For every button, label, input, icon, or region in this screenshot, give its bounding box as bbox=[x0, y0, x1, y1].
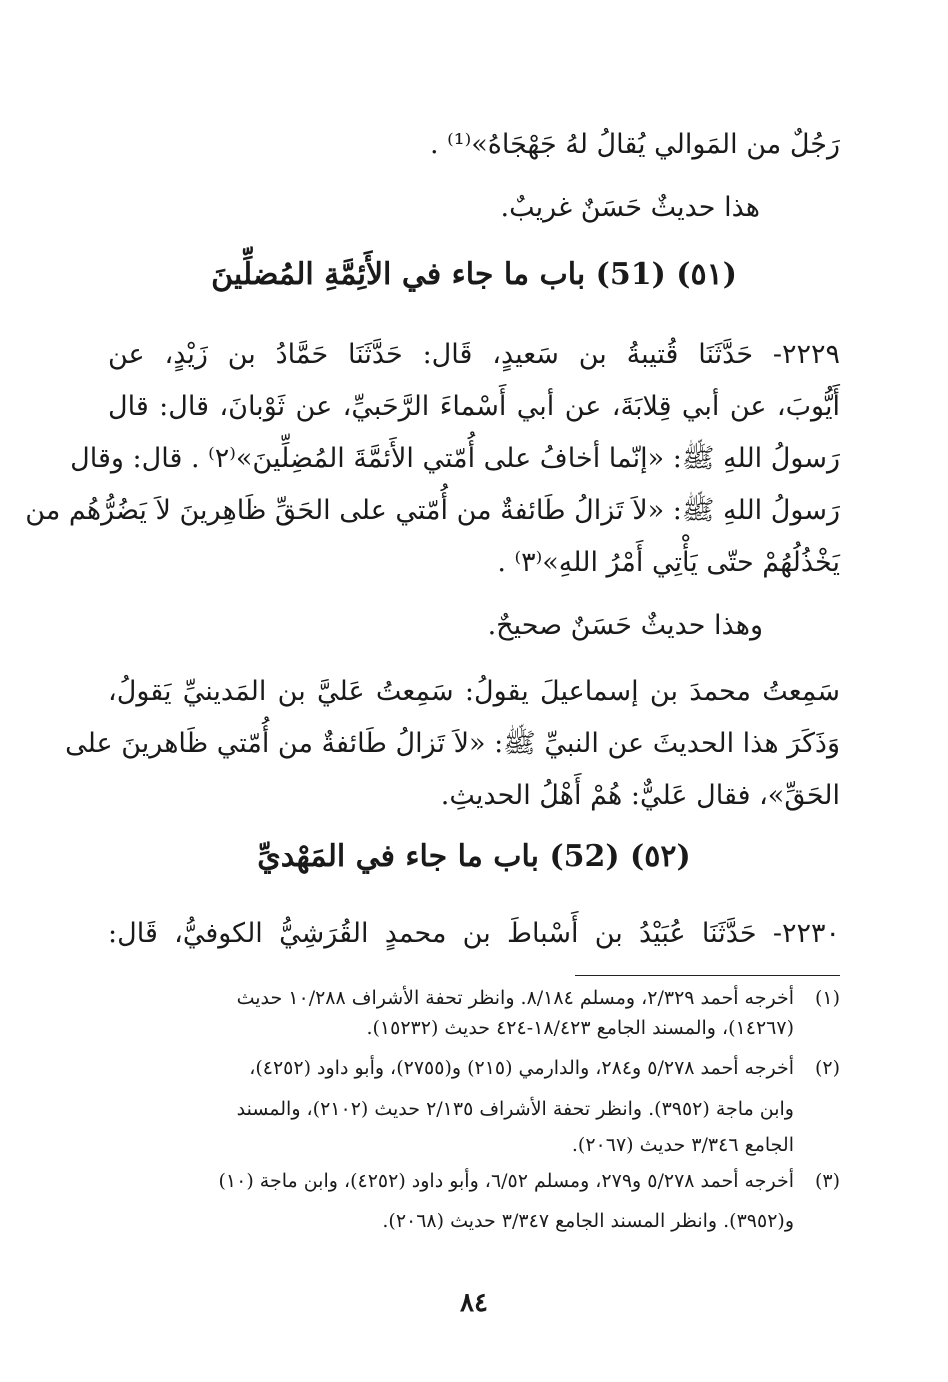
footnote-text: وابن ماجة (٣٩٥٢). وانظر تحفة الأشراف ٢/١٣٥ حديث (٢١٠٢)، والمسند bbox=[236, 1098, 794, 1120]
hadith-line: رَسولُ اللهِ ﷺ: «لاَ تَزالُ طَائفةٌ من أُمّتي على الحَقِّ ظَاهِرينَ لاَ يَضُرُّهُم من bbox=[25, 495, 840, 526]
footnote-number: (٣) bbox=[814, 1170, 840, 1192]
hadith-line: رَسولُ اللهِ ﷺ: «إنّما أخافُ على أُمّتي الأَئمَّةَ المُضِلِّينَ»⁽٢⁾ . قال: وقال bbox=[70, 443, 840, 474]
footnote-text: و(٣٩٥٢). وانظر المسند الجامع ٣/٣٤٧ حديث (٢٠٦٨). bbox=[382, 1210, 794, 1232]
hadith-line: ٢٢٢٩- حَدَّثَنَا قُتيبةُ بن سَعيدٍ، قَال: حَدَّثَنَا حَمَّادُ بن زَيْدٍ، عن bbox=[108, 339, 840, 370]
commentary-line: وَذَكَرَ هذا الحديثَ عن النبيِّ ﷺ: «لاَ تَزالُ طَائفةٌ من أُمّتي ظَاهرينَ على bbox=[65, 728, 840, 759]
chapter-heading-52: (٥٢) (52) باب ما جاء في المَهْديِّ bbox=[257, 839, 691, 874]
commentary-line: الحَقِّ»، فقال عَليٌّ: هُمْ أَهْلُ الحديثِ. bbox=[440, 780, 840, 811]
body-line: رَجُلٌ من المَوالي يُقالُ لهُ جَهْجَاهُ»⁽¹⁾ . bbox=[429, 129, 840, 160]
chapter-heading-51: (٥١) (51) باب ما جاء في الأَئِمَّةِ المُضلِّينَ bbox=[211, 257, 737, 292]
footnote-text: أخرجه أحمد ٥/٢٧٨ و٢٧٩، ومسلم ٦/٥٢، وأبو داود (٤٢٥٢)، وابن ماجة (١٠) bbox=[218, 1170, 794, 1192]
footnote-2 bbox=[108, 1053, 840, 1085]
hadith-grade: وهذا حديثٌ حَسَنٌ صحيحٌ. bbox=[487, 610, 763, 641]
hadith-grade: هذا حديثٌ حَسَنٌ غريبٌ. bbox=[500, 192, 760, 223]
page-number: ٨٤ bbox=[460, 1288, 488, 1318]
footnote-1 bbox=[108, 983, 840, 1015]
footnote-separator bbox=[575, 975, 840, 976]
footnote-text: أخرجه أحمد ٢/٣٢٩، ومسلم ٨/١٨٤. وانظر تحفة الأشراف ١٠/٢٨٨ حديث bbox=[236, 987, 794, 1009]
hadith-line: يَخْذُلُهُمْ حتّى يَأْتِي أَمْرُ اللهِ»⁽٣⁾ . bbox=[497, 547, 840, 578]
commentary-line: سَمِعتُ محمدَ بن إسماعيلَ يقولُ: سَمِعتُ عَليَّ بن المَدينيِّ يَقولُ، bbox=[108, 676, 840, 707]
footnote-3 bbox=[108, 1166, 840, 1198]
footnote-text: أخرجه أحمد ٥/٢٧٨ و٢٨٤، والدارمي (٢١٥) و(٢٧٥٥)، وأبو داود (٤٢٥٢)، bbox=[249, 1057, 794, 1079]
footnote-text: (١٤٢٦٧)، والمسند الجامع ١٨/٤٢٣-٤٢٤ حديث (١٥٢٣٢). bbox=[366, 1017, 794, 1039]
footnote-number: (٢) bbox=[814, 1057, 840, 1079]
hadith-line: ٢٢٣٠- حَدَّثَنَا عُبَيْدُ بن أَسْباطَ بن محمدٍ القُرَشِيُّ الكوفيُّ، قَال: bbox=[108, 918, 840, 949]
hadith-line: أَيُّوبَ، عن أبي قِلابَةَ، عن أبي أَسْماءَ الرَّحَبيِّ، عن ثَوْبانَ، قال: قال bbox=[108, 391, 840, 422]
footnote-text: الجامع ٣/٣٤٦ حديث (٢٠٦٧). bbox=[571, 1134, 794, 1156]
footnote-number: (١) bbox=[814, 987, 840, 1009]
